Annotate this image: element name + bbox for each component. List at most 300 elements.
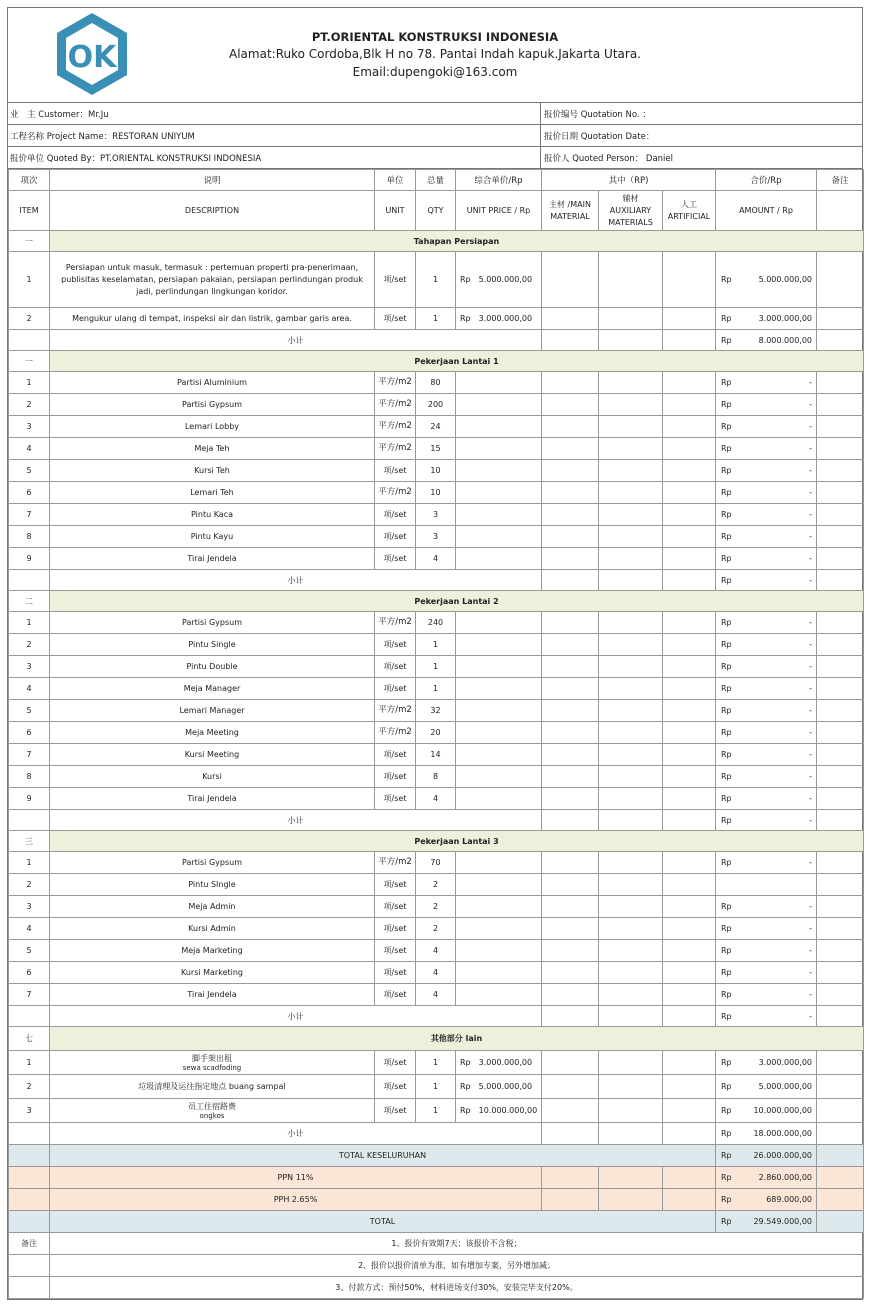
item-unit-price — [456, 700, 542, 722]
item-number: 3 — [9, 656, 50, 678]
aux-material-cell — [599, 722, 663, 744]
item-qty: 1 — [416, 1099, 456, 1123]
item-unit-price — [456, 372, 542, 394]
artificial-cell — [663, 504, 716, 526]
section-header-row — [9, 231, 864, 252]
aux-material-cell — [599, 612, 663, 634]
item-description — [50, 504, 375, 526]
pph-row-aux — [599, 1189, 663, 1211]
amount-value: - — [809, 618, 812, 627]
main-material-cell — [542, 548, 599, 570]
subtotal-aux — [599, 810, 663, 831]
main-material-cell — [542, 482, 599, 504]
unit-price-value: 3.000.000,00 — [478, 1058, 533, 1067]
currency-label: Rp — [721, 488, 732, 497]
currency-label: Rp — [721, 815, 732, 825]
aux-material-cell — [599, 874, 663, 896]
item-unit-price — [456, 962, 542, 984]
amount-value: - — [809, 858, 812, 867]
item-description — [50, 656, 375, 678]
item-unit-price — [456, 1051, 542, 1075]
item-description — [50, 1075, 375, 1099]
currency-label: Rp — [721, 772, 732, 781]
artificial-cell — [663, 416, 716, 438]
subtotal-aux — [599, 1123, 663, 1145]
item-amount — [716, 852, 817, 874]
remark-cell — [817, 744, 864, 766]
artificial-cell — [663, 460, 716, 482]
item-qty: 1 — [416, 678, 456, 700]
table-row — [9, 482, 864, 504]
description-text: Meja Manager — [183, 683, 241, 693]
grand-total-row-amount — [716, 1145, 817, 1167]
remark-cell — [817, 394, 864, 416]
note-row — [9, 1255, 864, 1277]
item-amount — [716, 700, 817, 722]
total-row — [9, 1211, 864, 1233]
item-number: 8 — [9, 766, 50, 788]
item-number: 1 — [9, 372, 50, 394]
item-amount — [716, 1075, 817, 1099]
main-material-cell — [542, 1075, 599, 1099]
aux-material-cell — [599, 526, 663, 548]
artificial-cell — [663, 918, 716, 940]
table-row — [9, 940, 864, 962]
item-unit: 平方/m2 — [375, 722, 416, 744]
currency-label: Rp — [721, 575, 732, 585]
section-number: 二 — [9, 591, 50, 612]
item-description — [50, 788, 375, 810]
ppn-row-art — [663, 1167, 716, 1189]
aux-material-cell — [599, 394, 663, 416]
currency-label: Rp — [721, 1106, 732, 1115]
amount-value: - — [809, 444, 812, 453]
currency-label: Rp — [721, 1129, 732, 1138]
description-text: Lemari Teh — [190, 487, 234, 497]
header-item-cn: 项次 — [9, 170, 50, 191]
remark-cell — [817, 372, 864, 394]
ppn-row — [9, 1167, 864, 1189]
description-text: 垃圾清理及运往指定地点 buang sampal — [138, 1081, 286, 1091]
item-amount — [716, 612, 817, 634]
item-description — [50, 548, 375, 570]
item-amount — [716, 416, 817, 438]
artificial-cell — [663, 394, 716, 416]
item-qty: 10 — [416, 460, 456, 482]
note-label: 备注 — [9, 1233, 50, 1255]
table-row — [9, 372, 864, 394]
item-number: 2 — [9, 874, 50, 896]
main-material-cell — [542, 526, 599, 548]
header-remark — [817, 191, 864, 231]
description-text: Mengukur ulang di tempat, inspeksi air dan listrik, gambar garis area. — [72, 313, 352, 323]
table-row — [9, 918, 864, 940]
item-unit-price — [456, 634, 542, 656]
item-unit: 项/set — [375, 874, 416, 896]
subtotal-blank — [9, 570, 50, 591]
item-qty: 4 — [416, 940, 456, 962]
main-material-cell — [542, 612, 599, 634]
artificial-cell — [663, 1051, 716, 1075]
subtotal-row — [9, 810, 864, 831]
header-unit-cn: 单位 — [375, 170, 416, 191]
table-row — [9, 438, 864, 460]
subtotal-blank — [9, 330, 50, 351]
item-number: 3 — [9, 416, 50, 438]
item-qty: 4 — [416, 962, 456, 984]
item-qty: 20 — [416, 722, 456, 744]
artificial-cell — [663, 1099, 716, 1123]
amount-value: - — [809, 466, 812, 475]
amount-value: 5.000.000,00 — [758, 275, 812, 284]
pph-row-main — [542, 1189, 599, 1211]
description-text: Meja Marketing — [181, 945, 243, 955]
item-amount — [716, 504, 817, 526]
currency-label: Rp — [721, 466, 732, 475]
remark-cell — [817, 722, 864, 744]
remark-cell — [817, 852, 864, 874]
item-unit-price — [456, 1099, 542, 1123]
item-description — [50, 482, 375, 504]
currency-label: Rp — [721, 335, 732, 345]
item-amount — [716, 766, 817, 788]
item-qty: 2 — [416, 874, 456, 896]
description-text: Partisi Gypsum — [182, 857, 242, 867]
table-row — [9, 984, 864, 1006]
currency-label: Rp — [721, 706, 732, 715]
amount-value: 5.000.000,00 — [758, 1082, 812, 1091]
item-description — [50, 852, 375, 874]
main-material-cell — [542, 896, 599, 918]
item-description — [50, 722, 375, 744]
aux-material-cell — [599, 962, 663, 984]
note-text: 2、报价以报价清单为准，如有增加专案，另外增加减； — [50, 1255, 864, 1277]
item-amount — [716, 722, 817, 744]
main-material-cell — [542, 504, 599, 526]
aux-material-cell — [599, 1099, 663, 1123]
remark-cell — [817, 1075, 864, 1099]
item-description — [50, 394, 375, 416]
item-unit-price — [456, 482, 542, 504]
item-description — [50, 700, 375, 722]
header-price-cn: 综合单价/Rp — [456, 170, 542, 191]
item-description — [50, 962, 375, 984]
header-item: ITEM — [9, 191, 50, 231]
item-unit: 项/set — [375, 744, 416, 766]
main-material-cell — [542, 940, 599, 962]
item-description — [50, 1099, 375, 1123]
section-title: Tahapan Persiapan — [50, 231, 864, 252]
description-text: Meja Teh — [194, 443, 230, 453]
currency-label: Rp — [721, 902, 732, 911]
item-description — [50, 372, 375, 394]
item-qty: 2 — [416, 896, 456, 918]
item-qty: 1 — [416, 252, 456, 308]
subtotal-main — [542, 810, 599, 831]
amount-value: - — [809, 902, 812, 911]
item-number: 6 — [9, 962, 50, 984]
header-remark-cn: 备注 — [817, 170, 864, 191]
currency-label: Rp — [721, 554, 732, 563]
item-amount — [716, 308, 817, 330]
main-material-cell — [542, 308, 599, 330]
unit-price-value: 10.000.000,00 — [478, 1106, 538, 1115]
item-description — [50, 940, 375, 962]
info-row-3 — [8, 147, 862, 169]
item-unit: 项/set — [375, 962, 416, 984]
aux-material-cell — [599, 788, 663, 810]
quoted-person-field: 报价人 Quoted Person： Daniel — [544, 153, 673, 164]
aux-material-cell — [599, 634, 663, 656]
item-unit: 项/set — [375, 940, 416, 962]
table-row — [9, 678, 864, 700]
item-number: 5 — [9, 700, 50, 722]
item-qty: 70 — [416, 852, 456, 874]
item-unit: 项/set — [375, 308, 416, 330]
item-number: 1 — [9, 852, 50, 874]
main-material-cell — [542, 656, 599, 678]
section-number: 七 — [9, 1027, 50, 1051]
subtotal-label: 小计 — [50, 330, 542, 351]
artificial-cell — [663, 984, 716, 1006]
remark-cell — [817, 416, 864, 438]
grand-total-row-value: 26.000.000,00 — [753, 1151, 812, 1160]
item-description — [50, 438, 375, 460]
item-description — [50, 874, 375, 896]
subtotal-aux — [599, 330, 663, 351]
aux-material-cell — [599, 504, 663, 526]
item-qty: 1 — [416, 1051, 456, 1075]
ppn-row-value: 2.860.000,00 — [758, 1173, 812, 1182]
currency-label: Rp — [721, 1173, 732, 1182]
currency-label: Rp — [721, 422, 732, 431]
description-text: Kursi Admin — [188, 923, 236, 933]
currency-label: Rp — [460, 1082, 471, 1091]
artificial-cell — [663, 722, 716, 744]
amount-value: - — [809, 488, 812, 497]
subtotal-main — [542, 1006, 599, 1027]
amount-value: 3.000.000,00 — [758, 314, 812, 323]
description-subtext: sewa scadfoding — [182, 1063, 242, 1072]
item-unit-price — [456, 252, 542, 308]
company-address: Alamat:Ruko Cordoba,Blk H no 78. Pantai Indah kapuk.Jakarta Utara. — [229, 47, 641, 61]
description-text: Partisi Aluminium — [177, 377, 247, 387]
item-unit: 项/set — [375, 984, 416, 1006]
amount-value: 10.000.000,00 — [753, 1106, 812, 1115]
table-row — [9, 700, 864, 722]
item-number: 3 — [9, 896, 50, 918]
item-unit-price — [456, 612, 542, 634]
total-row-amount — [716, 1211, 817, 1233]
note-row — [9, 1233, 864, 1255]
description-text: Tirai Jendela — [187, 793, 237, 803]
subtotal-blank — [9, 810, 50, 831]
currency-label: Rp — [721, 1011, 732, 1021]
subtotal-art — [663, 810, 716, 831]
artificial-cell — [663, 482, 716, 504]
item-amount — [716, 1099, 817, 1123]
item-unit: 项/set — [375, 504, 416, 526]
item-number: 1 — [9, 1051, 50, 1075]
section-title: Pekerjaan Lantai 2 — [50, 591, 864, 612]
total-row-value: 29.549.000,00 — [753, 1217, 812, 1226]
item-unit-price — [456, 896, 542, 918]
item-unit: 平方/m2 — [375, 482, 416, 504]
artificial-cell — [663, 548, 716, 570]
item-qty: 4 — [416, 548, 456, 570]
subtotal-row — [9, 570, 864, 591]
grand-total-row — [9, 1145, 864, 1167]
item-amount — [716, 460, 817, 482]
aux-material-cell — [599, 656, 663, 678]
item-unit-price — [456, 460, 542, 482]
aux-material-cell — [599, 896, 663, 918]
amount-value: - — [809, 750, 812, 759]
aux-material-cell — [599, 1075, 663, 1099]
item-unit: 平方/m2 — [375, 700, 416, 722]
main-material-cell — [542, 634, 599, 656]
quotation-sheet — [7, 7, 863, 1300]
quotation-table — [8, 169, 864, 1299]
remark-cell — [817, 896, 864, 918]
item-qty: 2 — [416, 918, 456, 940]
table-row — [9, 722, 864, 744]
currency-label: Rp — [721, 275, 732, 284]
amount-value: - — [809, 706, 812, 715]
info-row-2 — [8, 125, 862, 147]
amount-value: - — [809, 772, 812, 781]
subtotal-row — [9, 330, 864, 351]
item-amount — [716, 548, 817, 570]
description-text: Pintu Kayu — [190, 531, 234, 541]
item-unit-price — [456, 504, 542, 526]
main-material-cell — [542, 722, 599, 744]
item-description — [50, 416, 375, 438]
description-text: Pintu Double — [186, 661, 238, 671]
subtotal-value: - — [809, 815, 812, 825]
item-unit: 项/set — [375, 766, 416, 788]
currency-label: Rp — [460, 1106, 471, 1115]
item-qty: 240 — [416, 612, 456, 634]
item-amount — [716, 372, 817, 394]
remark-cell — [817, 504, 864, 526]
section-header-row — [9, 831, 864, 852]
item-qty: 3 — [416, 526, 456, 548]
item-unit: 项/set — [375, 896, 416, 918]
currency-label: Rp — [721, 314, 732, 323]
table-row — [9, 1051, 864, 1075]
header-desc: DESCRIPTION — [50, 191, 375, 231]
section-title: Pekerjaan Lantai 3 — [50, 831, 864, 852]
currency-label: Rp — [721, 400, 732, 409]
aux-material-cell — [599, 766, 663, 788]
quotation-date-field: 报价日期 Quotation Date： — [544, 131, 655, 142]
subtotal-main — [542, 1123, 599, 1145]
amount-value: - — [809, 794, 812, 803]
artificial-cell — [663, 744, 716, 766]
item-unit-price — [456, 918, 542, 940]
currency-label: Rp — [721, 750, 732, 759]
main-material-cell — [542, 372, 599, 394]
table-row — [9, 766, 864, 788]
customer-field: 业 主 Customer：Mr.Ju — [8, 103, 541, 124]
amount-value: - — [809, 662, 812, 671]
item-amount — [716, 252, 817, 308]
item-qty: 15 — [416, 438, 456, 460]
item-unit: 项/set — [375, 460, 416, 482]
description-text: Tirai Jendela — [187, 553, 237, 563]
note-row — [9, 1277, 864, 1299]
item-description — [50, 526, 375, 548]
item-number: 4 — [9, 438, 50, 460]
note-label — [9, 1255, 50, 1277]
item-number: 6 — [9, 482, 50, 504]
subtotal-label: 小计 — [50, 810, 542, 831]
item-description — [50, 918, 375, 940]
item-qty: 8 — [416, 766, 456, 788]
currency-label: Rp — [721, 946, 732, 955]
subtotal-row — [9, 1123, 864, 1145]
currency-label: Rp — [721, 858, 732, 867]
item-unit: 项/set — [375, 1075, 416, 1099]
table-row — [9, 896, 864, 918]
artificial-cell — [663, 438, 716, 460]
item-number: 8 — [9, 526, 50, 548]
remark-cell — [817, 766, 864, 788]
description-text: 员工住宿路费 — [188, 1101, 236, 1111]
remark-cell — [817, 940, 864, 962]
table-row — [9, 548, 864, 570]
item-unit: 项/set — [375, 1099, 416, 1123]
remark-cell — [817, 634, 864, 656]
subtotal-art — [663, 1123, 716, 1145]
remark-cell — [817, 460, 864, 482]
item-amount — [716, 984, 817, 1006]
header-amount-cn: 合价/Rp — [716, 170, 817, 191]
item-qty: 32 — [416, 700, 456, 722]
amount-value: - — [809, 728, 812, 737]
description-text: Pintu Kaca — [191, 509, 233, 519]
remark-cell — [817, 918, 864, 940]
artificial-cell — [663, 372, 716, 394]
item-amount — [716, 962, 817, 984]
remark-cell — [817, 984, 864, 1006]
info-row-1 — [8, 103, 862, 125]
subtotal-art — [663, 1006, 716, 1027]
currency-label: Rp — [721, 662, 732, 671]
section-number: 一 — [9, 231, 50, 252]
item-description — [50, 766, 375, 788]
item-number: 5 — [9, 940, 50, 962]
item-qty: 1 — [416, 308, 456, 330]
table-row — [9, 612, 864, 634]
item-unit: 项/set — [375, 788, 416, 810]
pph-row-remark — [817, 1189, 864, 1211]
table-row — [9, 1099, 864, 1123]
grand-total-row-blank — [9, 1145, 50, 1167]
item-unit-price — [456, 852, 542, 874]
item-unit-price — [456, 416, 542, 438]
artificial-cell — [663, 656, 716, 678]
description-text: Kursi Teh — [194, 465, 230, 475]
item-unit-price — [456, 394, 542, 416]
table-row — [9, 656, 864, 678]
header-qty: QTY — [416, 191, 456, 231]
amount-value: - — [809, 924, 812, 933]
item-unit: 项/set — [375, 252, 416, 308]
currency-label: Rp — [721, 1217, 732, 1226]
item-qty: 24 — [416, 416, 456, 438]
